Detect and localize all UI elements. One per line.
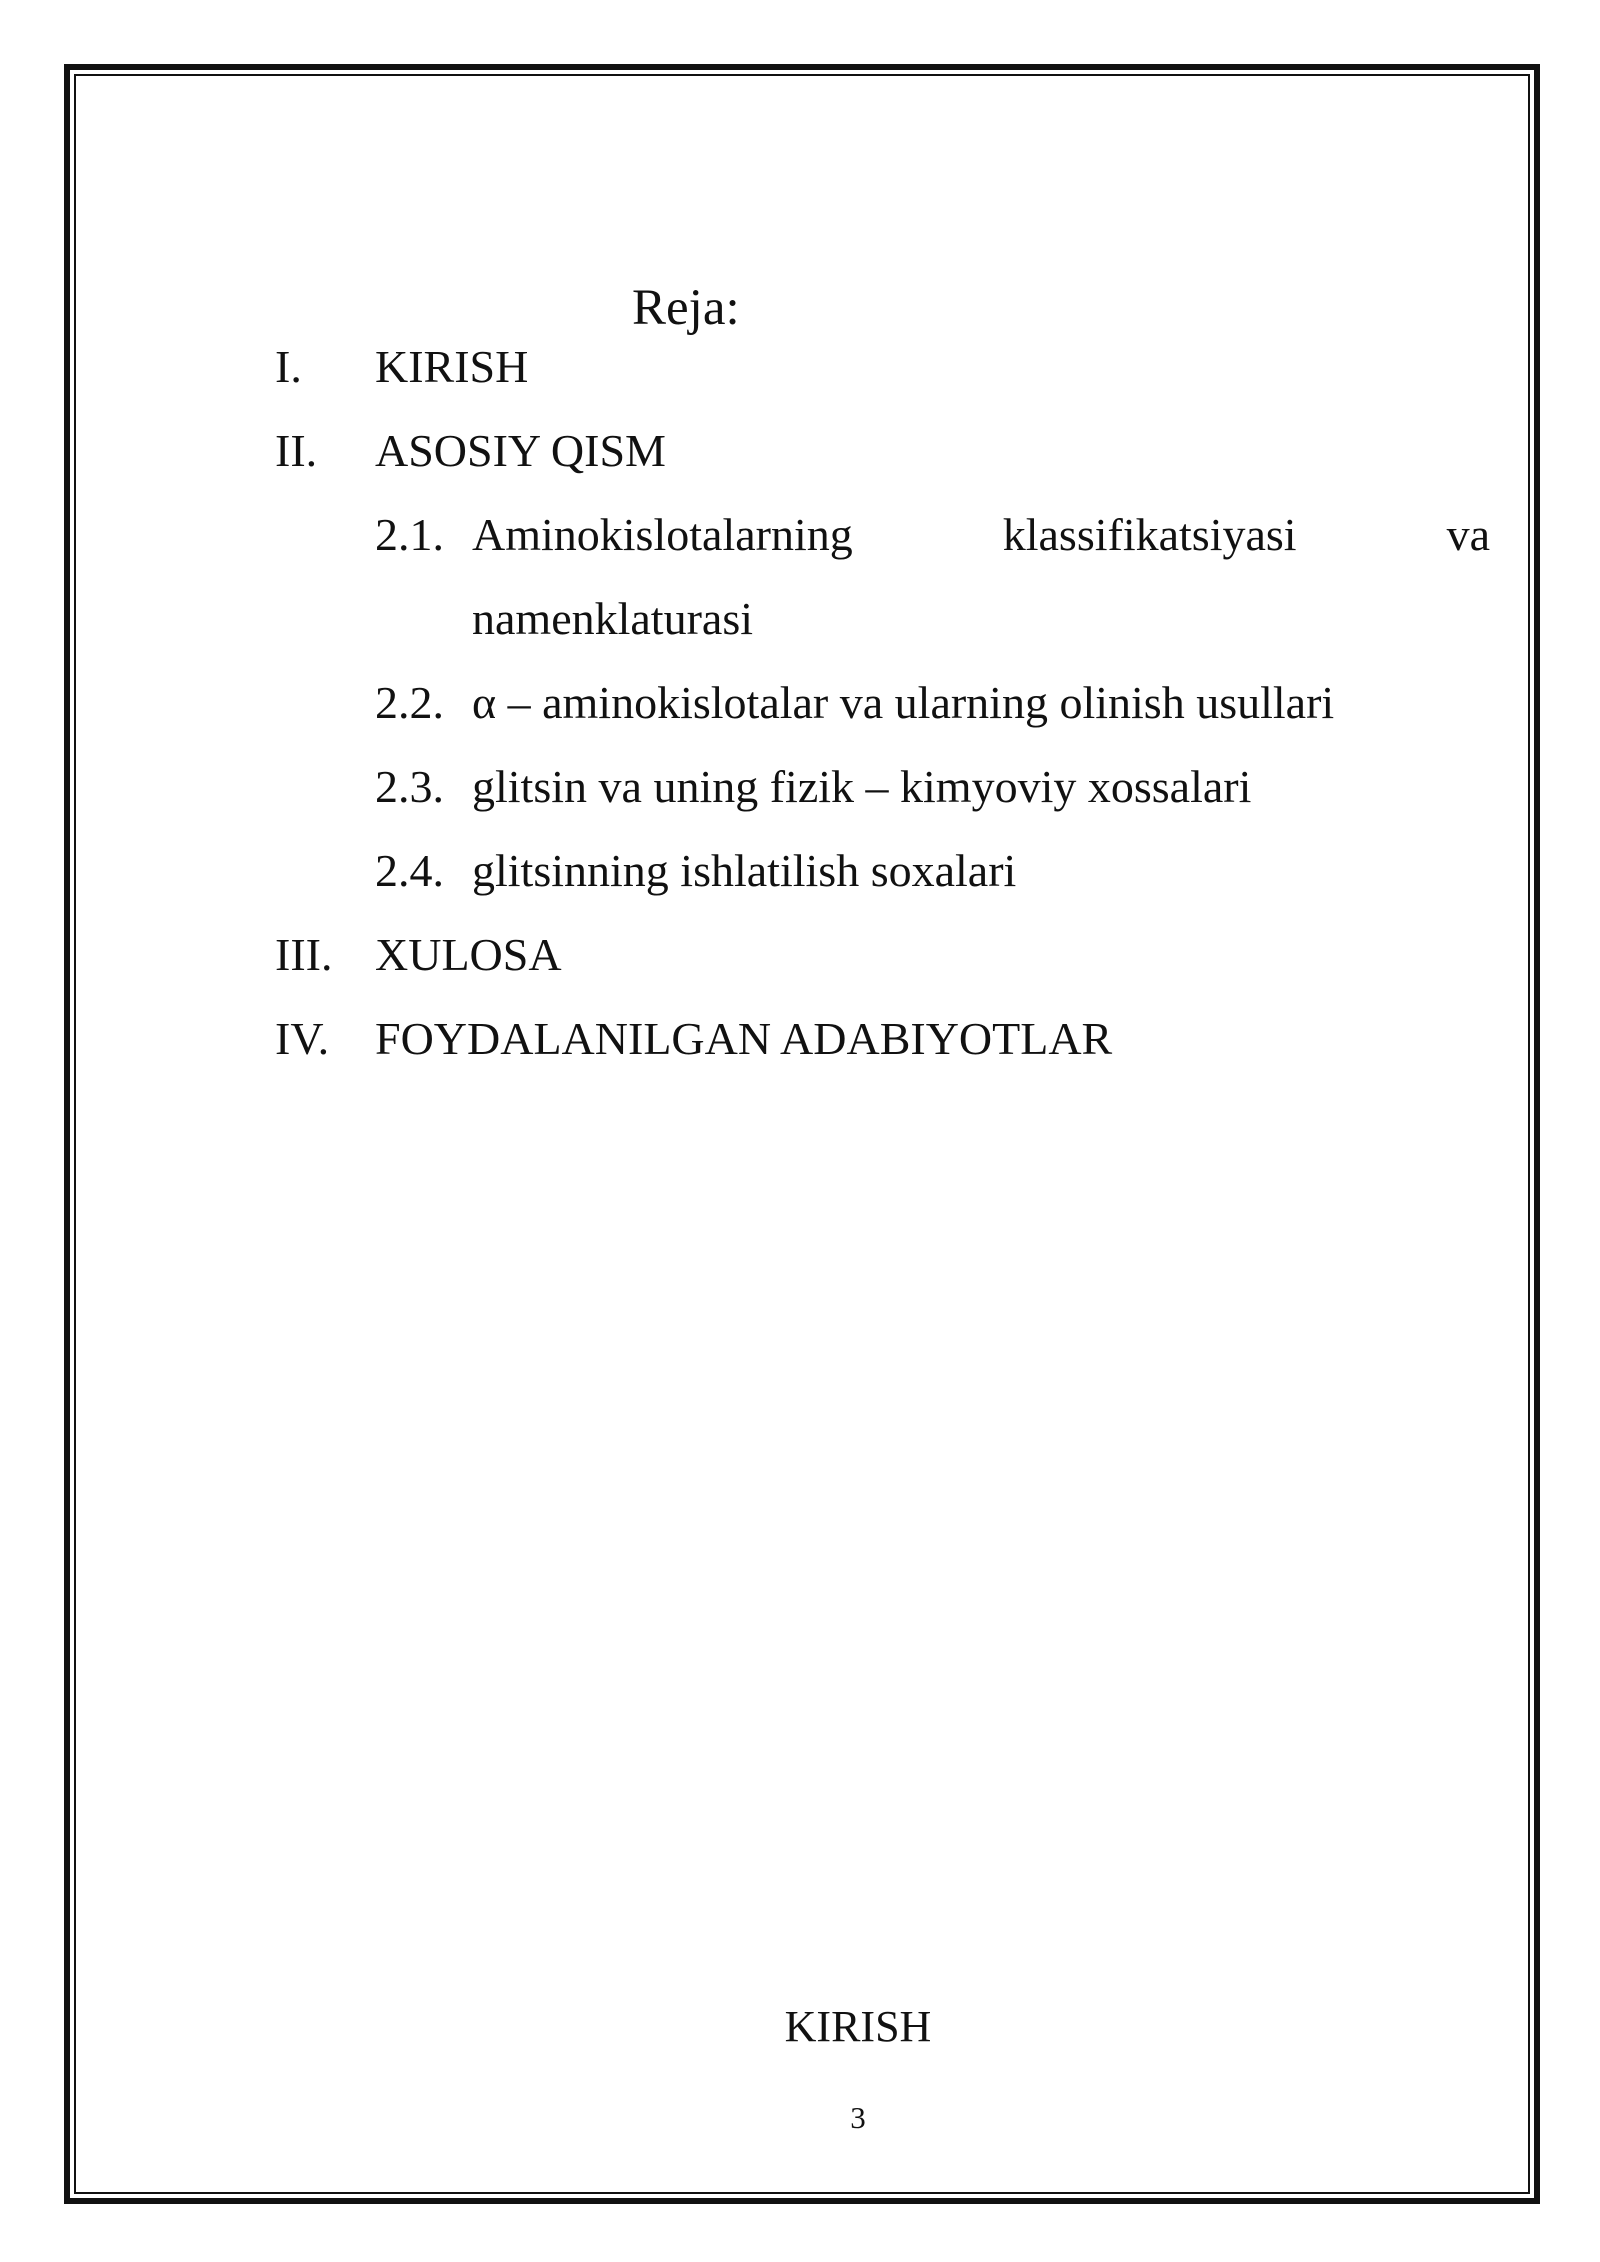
plan-subitem-label: α – aminokislotalar va ularning olinish usullari — [472, 677, 1335, 728]
plan-item-label: KIRISH — [375, 341, 529, 392]
plan-item-number: II. — [275, 425, 318, 476]
plan-subitem-word: va — [1446, 509, 1490, 560]
plan-subitem-label — [472, 507, 1490, 563]
plan-subitem-number: 2.4. — [375, 845, 444, 896]
plan-subitem-continuation: namenklaturasi — [472, 593, 754, 644]
plan-title: Reja: — [632, 280, 740, 336]
plan-subitem-number: 2.1. — [375, 509, 444, 560]
page-number: 3 — [850, 2100, 866, 2135]
plan-subitem-label: glitsin va uning fizik – kimyoviy xossalari — [472, 761, 1252, 812]
section-heading: KIRISH — [784, 2002, 932, 2051]
plan-item-label: FOYDALANILGAN ADABIYOTLAR — [375, 1013, 1113, 1064]
plan-item-label: XULOSA — [375, 929, 562, 980]
plan-item-number: III. — [275, 929, 333, 980]
plan-item-label: ASOSIY QISM — [375, 425, 666, 476]
plan-subitem-word: klassifikatsiyasi — [1002, 509, 1297, 560]
plan-subitem-number: 2.2. — [375, 677, 444, 728]
plan-item-number: I. — [275, 341, 302, 392]
plan-subitem-number: 2.3. — [375, 761, 444, 812]
plan-subitem-label: glitsinning ishlatilish soxalari — [472, 845, 1017, 896]
plan-subitem-word: Aminokislotalarning — [472, 509, 853, 560]
plan-item-number: IV. — [275, 1013, 330, 1064]
